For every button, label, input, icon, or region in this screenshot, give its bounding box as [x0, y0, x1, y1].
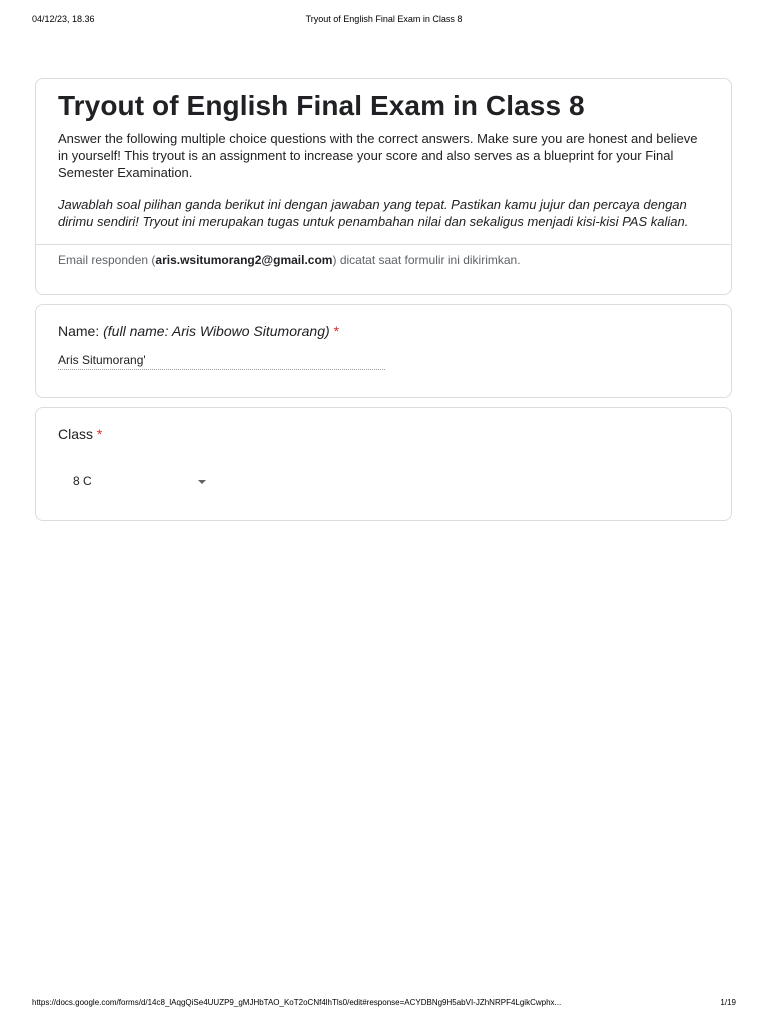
form-header-body	[36, 79, 731, 245]
name-answer-input[interactable]: Aris Situmorang'	[58, 353, 146, 367]
print-doc-title: Tryout of English Final Exam in Class 8	[305, 14, 463, 24]
name-input-underline	[58, 369, 385, 370]
print-footer	[32, 998, 736, 1010]
required-asterisk: *	[333, 323, 340, 339]
form-description-english: Answer the following multiple choice questions with the correct answers. Make sure you are honest and believe in yourself! This tryout is an assignment to increase your score and also serves as a blueprint for your Final Semester Examination.	[58, 131, 698, 180]
page-number: 1/19	[720, 998, 736, 1007]
print-header	[32, 14, 736, 26]
respondent-email-notice	[36, 245, 731, 275]
respondent-email: aris.wsitumorang2@gmail.com	[155, 253, 333, 267]
print-footer-url: https://docs.google.com/forms/d/14c8_lAqgQiSe4UUZP9_gMJHbTAO_KoT2oCNf4lhTls0/edit#response=ACYDBNg9H5abVI-JZhNRPF4LgikCwphx...	[32, 998, 562, 1007]
question-label-name	[58, 323, 339, 339]
form-description-indonesian: Jawablah soal pilihan ganda berikut ini dengan jawaban yang tepat. Pastikan kamu jujur dan percaya dengan dirimu sendiri! Tryout ini merupakan tugas untuk penambahan nilai dan sekaligus menjadi kisi-kisi PAS kalian.	[58, 197, 689, 230]
question-card-name	[35, 304, 732, 398]
class-dropdown-value: 8 C	[73, 474, 92, 488]
email-notice-prefix: Email responden (	[58, 253, 156, 267]
required-asterisk: *	[96, 426, 103, 442]
email-notice-suffix: ) dicatat saat formulir ini dikirimkan.	[332, 253, 521, 267]
question-card-class	[35, 407, 732, 521]
class-label: Class	[58, 426, 94, 442]
dropdown-arrow-icon	[198, 480, 206, 484]
name-hint: (full name: Aris Wibowo Situmorang)	[103, 323, 330, 339]
question-label-class	[58, 426, 102, 442]
print-datetime: 04/12/23, 18.36	[32, 14, 95, 24]
form-header-card	[35, 78, 732, 295]
class-dropdown[interactable]	[58, 468, 218, 496]
form-title: Tryout of English Final Exam in Class 8	[58, 90, 585, 121]
name-label: Name:	[58, 323, 100, 339]
